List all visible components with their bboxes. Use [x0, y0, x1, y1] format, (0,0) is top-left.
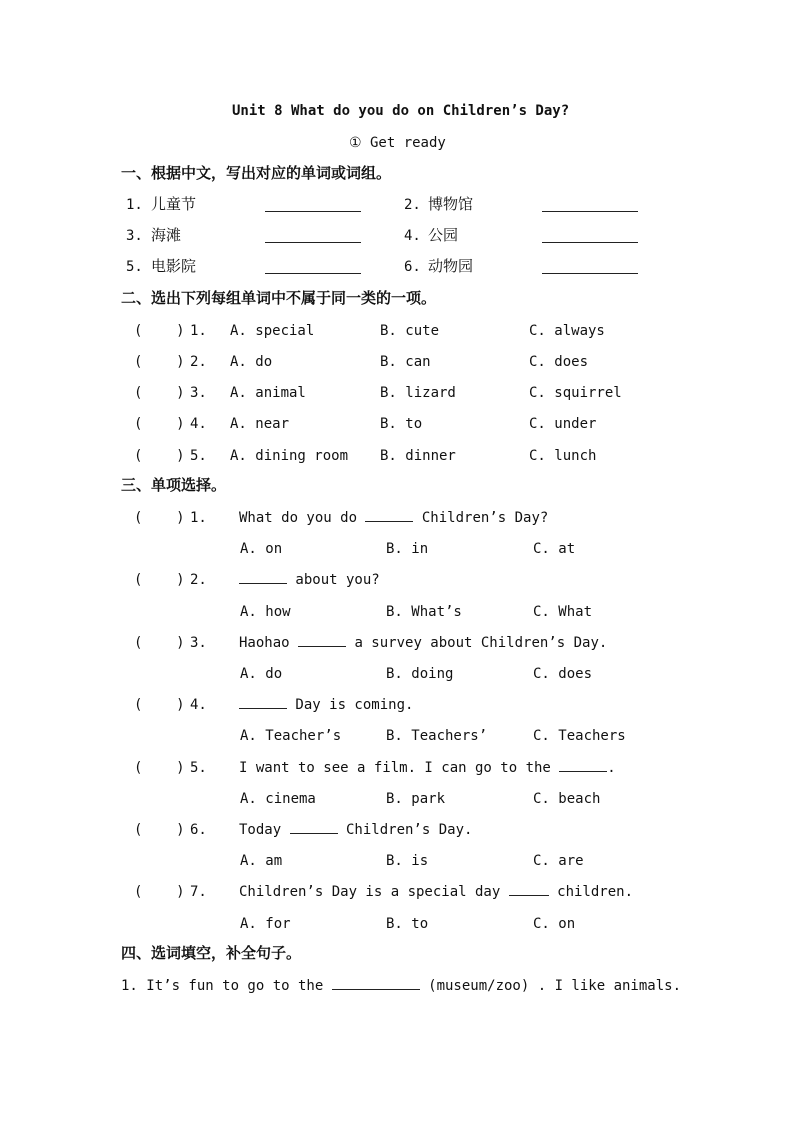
s4-q1-post: (museum/zoo) . I like animals. [419, 978, 682, 994]
s2-row-1-option-c: C. always [529, 323, 605, 339]
s3-q5-option-b: B. park [386, 791, 446, 807]
s3-q3-blank[interactable] [298, 646, 346, 647]
s1-item-5-num: 5. [126, 259, 143, 275]
s3-q7-blank[interactable] [509, 895, 549, 896]
s1-item-4-text: 公园 [428, 226, 459, 244]
s3-q3-option-a: A. do [240, 666, 283, 682]
s1-item-5-text: 电影院 [151, 257, 197, 275]
s3-q4-stem-post: Day is coming. [287, 697, 414, 713]
s2-row-5-option-c: C. lunch [529, 448, 597, 464]
section-2-heading: 二、选出下列每组单词中不属于同一类的一项。 [121, 289, 437, 307]
s1-item-4-answer-line[interactable] [542, 242, 638, 243]
s4-q1-pre: 1. It’s fun to go to the [121, 978, 332, 994]
s3-q5-option-c: C. beach [533, 791, 601, 807]
s1-item-2-text: 博物馆 [428, 195, 474, 213]
s1-item-6-num: 6. [404, 259, 421, 275]
s3-q7-paren[interactable]: ( ) [134, 884, 185, 900]
s3-q3-stem-post: a survey about Children’s Day. [346, 635, 608, 651]
s1-item-5-answer-line[interactable] [265, 273, 361, 274]
s3-q3-option-c: C. does [533, 666, 593, 682]
s1-item-1-num: 1. [126, 197, 143, 213]
s1-item-2-answer-line[interactable] [542, 211, 638, 212]
s3-q5-paren[interactable]: ( ) [134, 760, 185, 776]
s2-row-2-option-b: B. can [380, 354, 431, 370]
s2-row-2-num: 2. [190, 354, 207, 370]
s3-q7-num: 7. [190, 884, 207, 900]
s3-q4-paren[interactable]: ( ) [134, 697, 185, 713]
s3-q6-option-b: B. is [386, 853, 429, 869]
s3-q4-blank[interactable] [239, 708, 287, 709]
s3-q5-option-a: A. cinema [240, 791, 316, 807]
s2-row-3-option-a: A. animal [230, 385, 306, 401]
s3-q4-stem [239, 698, 413, 712]
s3-q6-paren[interactable]: ( ) [134, 822, 185, 838]
s4-q1-sentence [121, 979, 681, 993]
s2-row-4-option-c: C. under [529, 416, 597, 432]
s3-q1-stem-pre: What do you do [239, 510, 366, 526]
s3-q2-blank[interactable] [239, 583, 287, 584]
s1-item-4-num: 4. [404, 228, 421, 244]
s2-row-2-option-a: A. do [230, 354, 273, 370]
s3-q3-stem-pre: Haohao [239, 635, 299, 651]
s3-q5-stem [239, 761, 616, 775]
s3-q5-stem-post: . [607, 760, 616, 776]
s2-row-1-paren[interactable]: ( ) [134, 323, 185, 339]
s3-q1-num: 1. [190, 510, 207, 526]
page-subtitle: ① Get ready [349, 135, 446, 151]
s3-q7-stem [239, 885, 633, 899]
section-4-heading: 四、选词填空，补全句子。 [121, 944, 302, 962]
s2-row-4-paren[interactable]: ( ) [134, 416, 185, 432]
section-1-heading: 一、根据中文，写出对应的单词或词组。 [121, 164, 392, 182]
s2-row-5-option-a: A. dining room [230, 448, 349, 464]
s3-q6-stem [239, 823, 472, 837]
s3-q2-option-b: B. What’s [386, 604, 462, 620]
s3-q2-num: 2. [190, 572, 207, 588]
s2-row-5-num: 5. [190, 448, 207, 464]
s3-q5-num: 5. [190, 760, 207, 776]
s2-row-3-num: 3. [190, 385, 207, 401]
s3-q6-option-a: A. am [240, 853, 283, 869]
s3-q1-stem [239, 511, 548, 525]
s2-row-1-num: 1. [190, 323, 207, 339]
s3-q6-stem-pre: Today [239, 822, 290, 838]
s3-q2-option-a: A. how [240, 604, 291, 620]
s2-row-5-option-b: B. dinner [380, 448, 456, 464]
s1-item-3-text: 海滩 [151, 226, 182, 244]
s1-item-6-text: 动物园 [428, 257, 474, 275]
s1-item-1-text: 儿童节 [151, 195, 197, 213]
s3-q4-option-c: C. Teachers [533, 728, 626, 744]
s3-q6-stem-post: Children’s Day. [337, 822, 473, 838]
s3-q6-option-c: C. are [533, 853, 584, 869]
s3-q2-stem-post: about you? [287, 572, 380, 588]
s3-q7-option-b: B. to [386, 916, 429, 932]
s2-row-3-paren[interactable]: ( ) [134, 385, 185, 401]
s1-item-2-num: 2. [404, 197, 421, 213]
s3-q3-option-b: B. doing [386, 666, 454, 682]
s1-item-6-answer-line[interactable] [542, 273, 638, 274]
s3-q3-stem [239, 636, 607, 650]
s3-q6-blank[interactable] [290, 833, 338, 834]
s3-q7-option-c: C. on [533, 916, 576, 932]
s2-row-2-paren[interactable]: ( ) [134, 354, 185, 370]
s3-q4-option-b: B. Teachers’ [386, 728, 488, 744]
s3-q3-num: 3. [190, 635, 207, 651]
s2-row-4-num: 4. [190, 416, 207, 432]
s3-q2-option-c: C. What [533, 604, 593, 620]
s2-row-3-option-b: B. lizard [380, 385, 456, 401]
s1-item-3-num: 3. [126, 228, 143, 244]
s3-q1-option-b: B. in [386, 541, 429, 557]
page-title: Unit 8 What do you do on Children’s Day? [232, 103, 570, 119]
s4-q1-blank[interactable] [332, 989, 420, 990]
s2-row-2-option-c: C. does [529, 354, 589, 370]
s3-q1-option-c: C. at [533, 541, 576, 557]
s3-q5-stem-pre: I want to see a film. I can go to the [239, 760, 560, 776]
s3-q7-stem-pre: Children’s Day is a special day [239, 884, 509, 900]
s2-row-4-option-a: A. near [230, 416, 290, 432]
s3-q5-blank[interactable] [559, 771, 607, 772]
s3-q1-stem-post: Children’s Day? [413, 510, 549, 526]
s3-q4-num: 4. [190, 697, 207, 713]
s2-row-1-option-b: B. cute [380, 323, 440, 339]
section-3-heading: 三、单项选择。 [121, 476, 227, 494]
s2-row-4-option-b: B. to [380, 416, 423, 432]
s3-q3-paren[interactable]: ( ) [134, 635, 185, 651]
s3-q4-option-a: A. Teacher’s [240, 728, 342, 744]
s2-row-5-paren[interactable]: ( ) [134, 448, 185, 464]
s3-q7-stem-post: children. [548, 884, 634, 900]
s3-q1-option-a: A. on [240, 541, 283, 557]
s3-q7-option-a: A. for [240, 916, 291, 932]
s3-q1-paren[interactable]: ( ) [134, 510, 185, 526]
s3-q2-stem [239, 573, 380, 587]
s2-row-1-option-a: A. special [230, 323, 315, 339]
s3-q6-num: 6. [190, 822, 207, 838]
s2-row-3-option-c: C. squirrel [529, 385, 622, 401]
s1-item-3-answer-line[interactable] [265, 242, 361, 243]
s3-q2-paren[interactable]: ( ) [134, 572, 185, 588]
s3-q1-blank[interactable] [365, 521, 413, 522]
s1-item-1-answer-line[interactable] [265, 211, 361, 212]
